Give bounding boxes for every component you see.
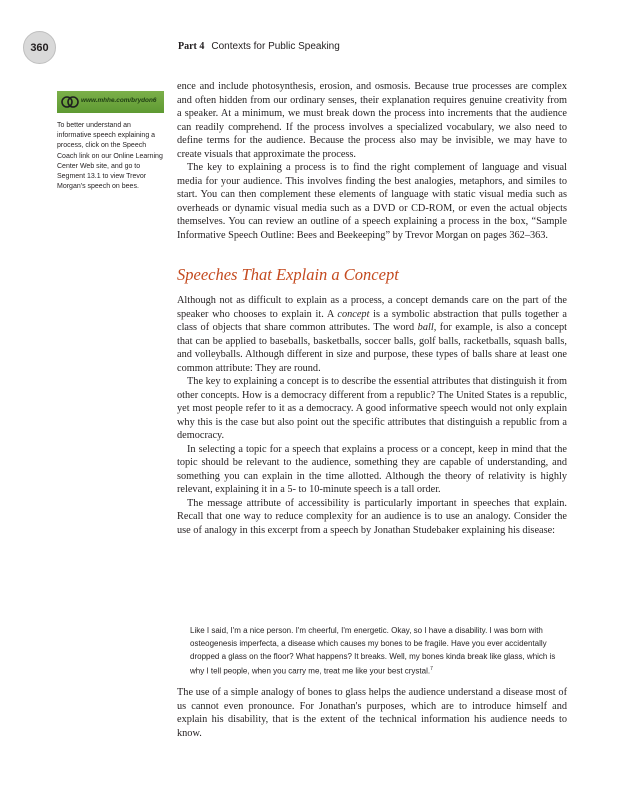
quote-note-marker: 7 <box>430 666 433 672</box>
concept-paragraph-2: The key to explaining a concept is to describe the essential attributes that distinguish it from other concepts. How is a democracy different from a republic? The United States is a republic, yet most people refer to it as a democracy. A good informative speech would not only explain why this is the case but also point out the specific attributes that distinguish a republic from a democracy. <box>177 376 567 441</box>
section-heading: Speeches That Explain a Concept <box>177 265 399 284</box>
olc-logo <box>61 94 79 110</box>
page-number: 360 <box>23 31 56 64</box>
term-ball: ball, <box>417 322 437 333</box>
closing-paragraph: The use of a simple analogy of bones to glass helps the audience understand a disease most of us cannot even pronounce. For Jonathan's purposes, which are to introduce himself and explain his disability, that is the extent of the technical information his audience needs to know. <box>177 687 567 739</box>
section-text <box>177 294 567 537</box>
intro-text <box>177 80 567 242</box>
intro-paragraph-1: ence and include photosynthesis, erosion, and osmosis. Because true processes are complex and often hidden from our ordinary senses, their explanation requires genuine creativity from a speaker. At a minimum, we must break down the process into increments that the audience can readily comprehend. If the process involves a specialized vocabulary, we also need to define terms for the audience. Because the process also may be invisible, we may have to create visuals that approximate the process. <box>177 81 567 160</box>
block-quote: Like I said, I'm a nice person. I'm cheerful, I'm energetic. Okay, so I have a disability. I was born with osteogenesis imperfecta, a disease which causes my bones to be fragile. Have you ever accidentally dropped a glass on the floor? What happens? It breaks. Well, my bones kinda break like glass, which is why I tell people, when you carry me, treat me like your best crystal.$^7$ <box>190 626 556 676</box>
olc-logo-icon <box>61 94 79 110</box>
part-title: Contexts for Public Speaking <box>211 41 340 52</box>
closing-text <box>177 686 567 740</box>
concept-paragraph-3: In selecting a topic for a speech that explains a process or a concept, keep in mind that the topic should be relevant to the audience, something they are capable of understanding, and something you can explain in the time allotted. Although the theory of relativity is highly relevant, explaining it in a 5- to 10-minute speech is a tall order. <box>177 443 567 495</box>
olc-url[interactable]: www.mhhe.com/brydon6 <box>81 97 157 104</box>
intro-paragraph-2: The key to explaining a process is to find the right complement of language and visual media for your audience. This involves finding the best analogies, metaphors, and similes to start. You can then complement these elements of language with static visual media such as overheads or dynamic visual media such as a DVD or CD-ROM, or even the actual objects themselves. You can review an outline of a speech explaining a process in the box, “Sample Informative Speech Outline: Bees and Beekeeping” by Trevor Morgan on pages 362–363. <box>177 162 567 241</box>
olc-banner[interactable] <box>57 91 164 113</box>
concept-paragraph-4: The message attribute of accessibility is particularly important in speeches that explain. Recall that one way to reduce complexity for an audience is to use an analogy. Consider the use of analogy in this excerpt from a speech by Jonathan Studebaker explaining his disease: <box>177 497 567 536</box>
running-head <box>178 41 340 52</box>
part-label: Part 4 <box>178 41 205 52</box>
sidebar-note: To better understand an informative speech explaining a process, click on the Speech Coach link on our Online Learning Center Web site, and go to Segment 13.1 to view Trevor Morgan's speech on bees. <box>57 122 163 191</box>
term-concept: concept <box>337 308 370 320</box>
concept-paragraph-1: Although not as difficult to explain as a process, a concept demands care on the part of the speaker who chooses to explain it. A concept is a symbolic abstraction that pulls together a class of objects that share common attributes. The word ball, for example, is also a concept that can be applied to baseballs, basketballs, soccer balls, golf balls, racketballs, squash balls, and volleyballs. Although different in size and purpose, these types of balls share at least one common attribute: They are round. <box>177 295 567 374</box>
